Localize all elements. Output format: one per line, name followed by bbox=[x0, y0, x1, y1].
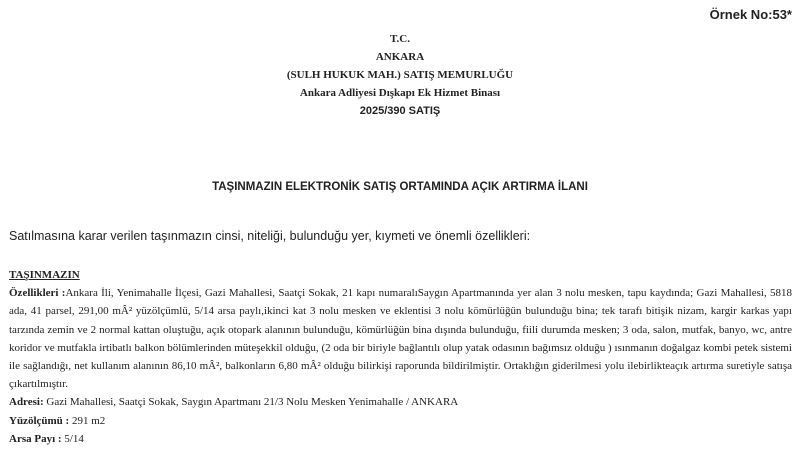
address-label: Adresi: bbox=[9, 396, 44, 409]
sample-number: Örnek No:53* bbox=[709, 7, 792, 22]
share-label: Arsa Payı : bbox=[9, 432, 62, 445]
header-case-number: 2025/390 SATIŞ bbox=[359, 105, 441, 117]
header-office: (SULH HUKUK MAH.) SATIŞ MEMURLUĞU bbox=[286, 69, 514, 81]
intro-text: Satılmasına karar verilen taşınmazın cinsi, niteliği, bulunduğu yer, kıymeti ve önemli özellikleri: bbox=[9, 229, 531, 243]
features-paragraph bbox=[9, 284, 792, 393]
area-label: Yüzölçümü : bbox=[9, 414, 70, 427]
address-line bbox=[9, 393, 792, 411]
area-line bbox=[9, 412, 792, 430]
page-title: TAŞINMAZIN ELEKTRONİK SATIŞ ORTAMINDA AÇIK ARTIRMA İLANI bbox=[212, 181, 588, 193]
area-text: 291 m2 bbox=[69, 414, 106, 427]
header-tc: T.C. bbox=[390, 33, 410, 45]
property-section bbox=[9, 266, 792, 448]
header-city: ANKARA bbox=[375, 51, 425, 63]
header-building: Ankara Adliyesi Dışkapı Ek Hizmet Binası bbox=[299, 87, 501, 99]
features-label: Özellikleri : bbox=[9, 287, 66, 300]
features-text: Ankara İli, Yenimahalle İlçesi, Gazi Mahallesi, Saatçi Sokak, 21 kapı numaralıSaygın Apartmanında yer alan 3 nolu mesken, tapu kaydında; Gazi Mahallesi, 5818 ada, 41 parsel, 291,00 mÂ² yüzölçümlü, 5/14 arsa paylı,ikinci kat 3 nolu mesken ve eklentisi 3 nolu kömürlüğün bulunduğu bina; tek tarafı bitişik nizam, kargir karkas yapı tarzında zemin ve 2 normal kattan oluştuğu, açık otopark alanının bulunduğu, kömürlüğün bina dışında bulunduğu, fiili durumda mesken; 3 oda, salon, mutfak, banyo, wc, antre koridor ve mutfakla irtibatlı balkon bölümlerinden müteşekkil olduğu, (2 oda bir biriyle bağlantılı olup yatak odasının bağımsız olduğu ) ısınmanın doğalgaz kombi petek sistemi ile sağlandığı, net kullanım alanının 86,10 mÂ², balkonların 6,80 mÂ² olduğu bilirkişi raporunda bildirilmiştir. Ortaklığın giderilmesi yolu ilebirlikteaçık artırma suretiyle satışa çıkartılmıştır. bbox=[9, 287, 793, 391]
section-heading: TAŞINMAZIN bbox=[9, 269, 80, 281]
address-text: Gazi Mahallesi, Saatçi Sokak, Saygın Apartmanı 21/3 Nolu Mesken Yenimahalle / ANKARA bbox=[43, 396, 459, 409]
share-line bbox=[9, 430, 792, 448]
share-text: 5/14 bbox=[61, 432, 84, 445]
